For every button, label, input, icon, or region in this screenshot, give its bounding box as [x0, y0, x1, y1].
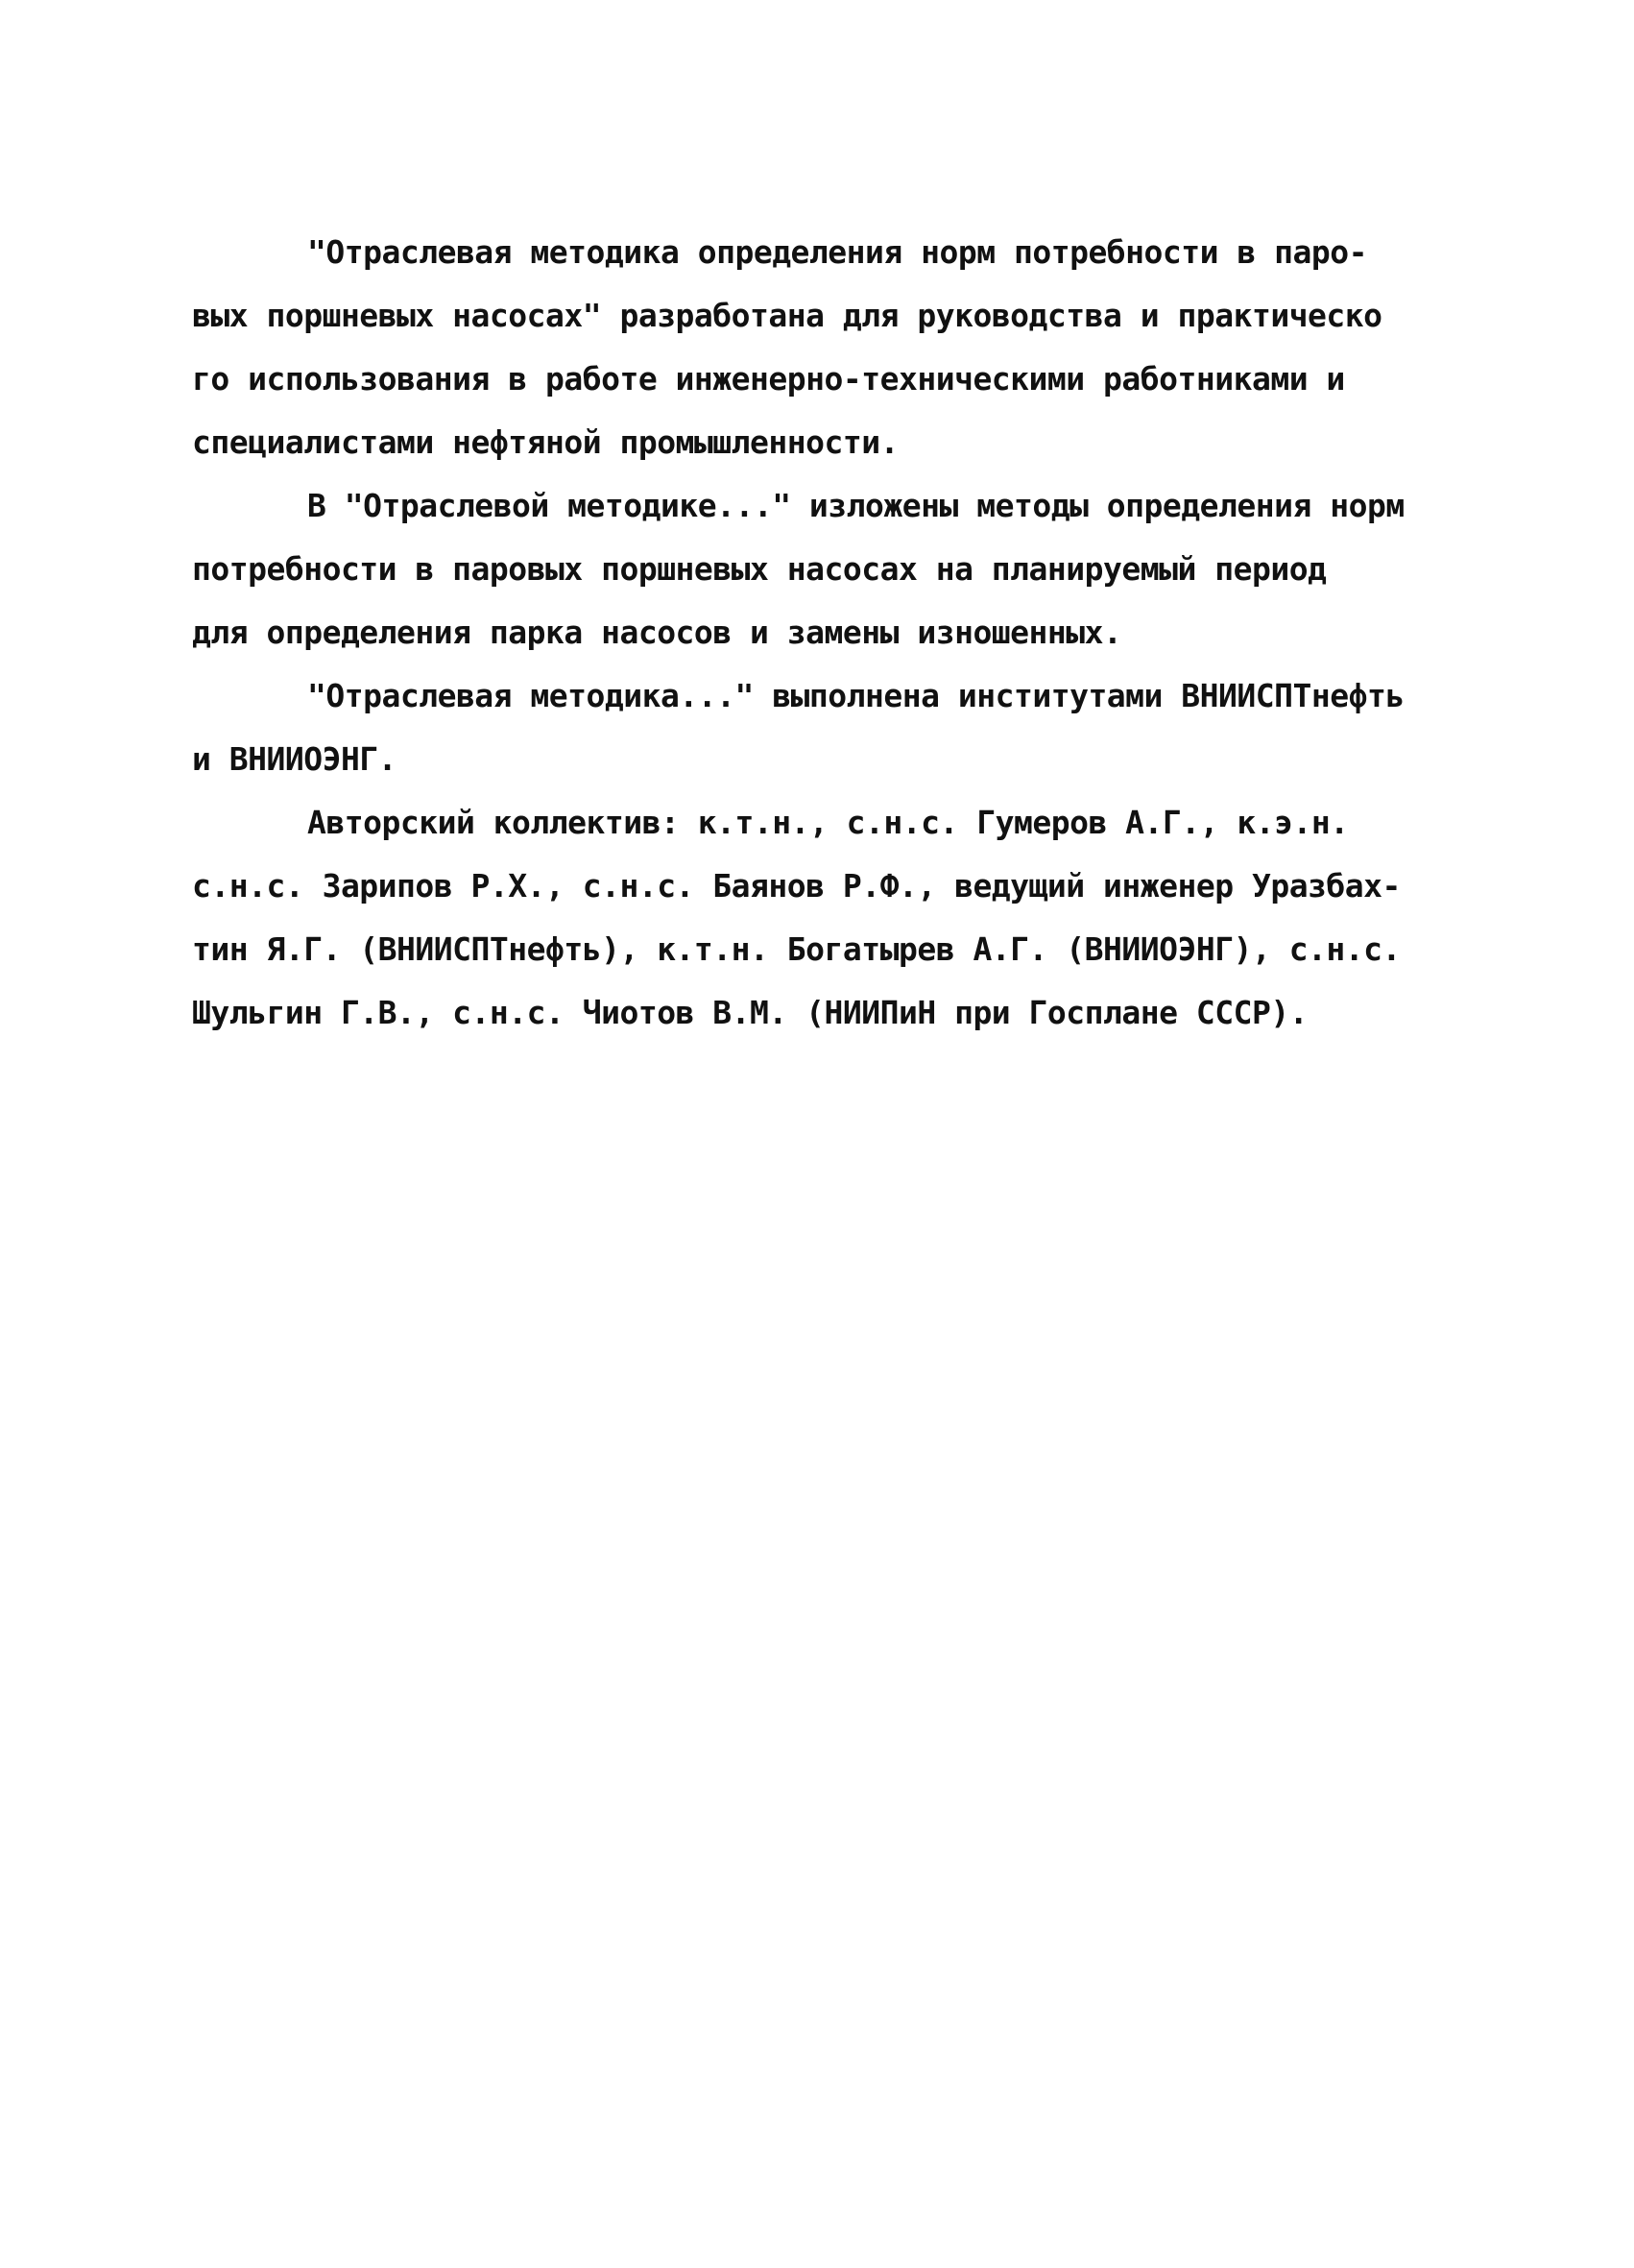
- text-line: и ВНИИОЭНГ.: [192, 740, 397, 778]
- text-line: "Отраслевая методика..." выполнена институтами ВНИИСПТнефть: [307, 677, 1405, 714]
- paragraph-institutes: [192, 664, 1450, 791]
- paragraph-purpose: [192, 221, 1450, 474]
- text-line: Шульгин Г.В., с.н.с. Чиотов В.М. (НИИПиН при Госплане СССР).: [192, 994, 1309, 1031]
- text-line: В "Отраслевой методике..." изложены методы определения норм: [307, 487, 1405, 524]
- text-line: вых поршневых насосах" разработана для руководства и практическо: [192, 297, 1382, 334]
- text-line: го использования в работе инженерно-техническими работниками и: [192, 360, 1345, 398]
- text-line: для определения парка насосов и замены изношенных.: [192, 614, 1122, 651]
- document-body: [192, 221, 1450, 1045]
- text-line: "Отраслевая методика определения норм потребности в паро-: [307, 233, 1367, 271]
- text-line: специалистами нефтяной промышленности.: [192, 423, 899, 461]
- text-line: Авторский коллектив: к.т.н., с.н.с. Гумеров А.Г., к.э.н.: [307, 804, 1349, 841]
- text-line: потребности в паровых поршневых насосах на планируемый период: [192, 550, 1327, 588]
- text-line: с.н.с. Зарипов Р.Х., с.н.с. Баянов Р.Ф., ведущий инженер Уразбах-: [192, 867, 1401, 905]
- paragraph-methods: [192, 474, 1450, 664]
- paragraph-authors: [192, 791, 1450, 1045]
- text-line: тин Я.Г. (ВНИИСПТнефть), к.т.н. Богатырев А.Г. (ВНИИОЭНГ), с.н.с.: [192, 930, 1401, 968]
